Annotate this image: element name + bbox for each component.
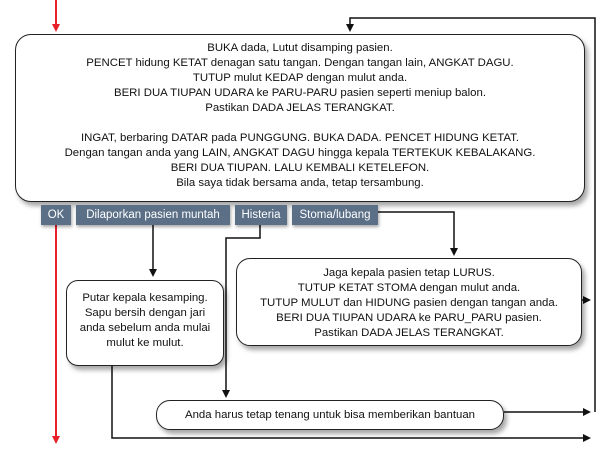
hysteria-instructions [156, 400, 504, 430]
option-vomit[interactable]: Dilaporkan pasien muntah [76, 205, 230, 225]
instruction-line: Anda harus tetap tenang untuk bisa memberikan bantuan [184, 409, 476, 421]
instruction-line: mulut ke mulut. [106, 337, 184, 349]
option-stoma[interactable]: Stoma/lubang [292, 205, 378, 225]
instruction-line: TUTUP MULUT dan HIDUNG pasien dengan tangan anda. [260, 297, 558, 309]
option-ok[interactable]: OK [41, 205, 71, 225]
instruction-line: TUTUP KETAT STOMA dengan mulut anda. [297, 282, 521, 294]
instruction-line: INGAT, berbaring DATAR pada PUNGGUNG. BUKA DADA. PENCET HIDUNG KETAT. [80, 132, 519, 144]
vomit-instructions [66, 280, 224, 366]
instruction-line: BERI DUA TIUPAN UDARA ke PARU_PARU pasien. [276, 312, 542, 324]
instruction-line: Pastikan DADA JELAS TERANGKAT. [314, 327, 504, 339]
instruction-line: Putar kepala kesamping. [82, 292, 208, 304]
option-hysteria[interactable]: Histeria [235, 205, 287, 225]
instruction-line: PENCET hidung KETAT denagan satu tangan. Dengan tangan lain, ANGKAT DAGU. [86, 57, 514, 69]
instruction-line: Bila saya tidak bersama anda, tetap tersambung. [176, 177, 424, 189]
instruction-line: Jaga kepala pasien tetap LURUS. [323, 267, 495, 279]
instruction-line: anda sebelum anda mulai [79, 322, 211, 334]
instruction-line: TUTUP mulut KEDAP dengan mulut anda. [192, 72, 408, 84]
instruction-line: Pastikan DADA JELAS TERANGKAT. [205, 102, 395, 114]
stoma-instructions [236, 258, 582, 346]
rescue-breathing-instructions [15, 34, 585, 202]
instruction-line: BERI DUA TIUPAN. LALU KEMBALI KETELEFON. [170, 162, 430, 174]
instruction-line: BUKA dada, Lutut disamping pasien. [207, 42, 393, 54]
instruction-line: Sapu bersih dengan jari [84, 307, 206, 319]
instruction-line: Dengan tangan anda yang LAIN, ANGKAT DAGU hingga kepala TERTEKUK KEBALAKANG. [64, 147, 536, 159]
stoma-connector [378, 212, 454, 254]
instruction-line: BERI DUA TIUPAN UDARA ke PARU-PARU pasien seperti meniup balon. [113, 87, 487, 99]
